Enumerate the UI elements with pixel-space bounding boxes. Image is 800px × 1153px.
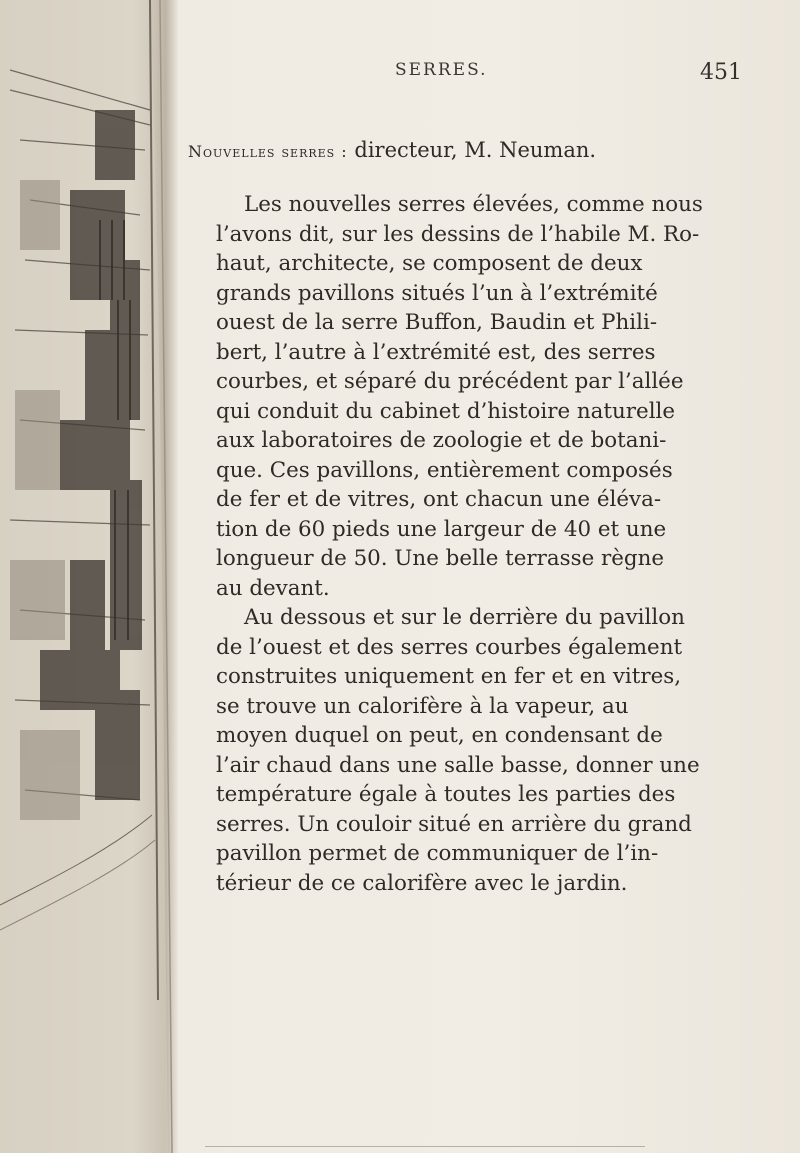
text-line: longueur de 50. Une belle terrasse règne [216,546,665,571]
text-line: l’air chaud dans une salle basse, donner une [216,752,700,778]
text-line: de l’ouest et des serres courbes également [216,634,683,660]
text-line: au devant. [216,575,330,601]
text-line: aux laboratoires de zoologie et de botani- [216,428,667,453]
page-bottom-rule [205,1146,645,1147]
text-line: pavillon permet de communiquer de l’in- [216,841,659,866]
text-line: Au dessous et sur le derrière du pavillon [244,605,685,630]
text-line: haut, architecte, se composent de deux [216,251,643,276]
text-line: courbes, et séparé du précédent par l’allée [216,369,684,394]
page-number: 451 [700,60,742,85]
text-line: bert, l’autre à l’extrémité est, des serres [216,339,656,365]
text-line: térieur de ce calorifère avec le jardin. [216,870,628,896]
section-heading [188,136,708,166]
text-line: serres. Un couloir situé en arrière du grand [216,811,692,837]
text-line: construites uniquement en fer et en vitres, [216,664,682,689]
text-line: température égale à toutes les parties des [216,782,676,807]
paragraph-2 [188,603,708,898]
text-line: que. Ces pavillons, entièrement composés [216,457,673,483]
section-heading-smallcaps: Nouvelles serres : [188,142,348,161]
text-line: grands pavillons situés l’un à l’extrémité [216,280,658,306]
engraving-fragment-image [0,0,178,1153]
section-heading-rest: directeur, M. Neuman. [347,138,597,162]
text-line: Les nouvelles serres élevées, comme nous [244,192,703,217]
facing-page-plate-edge [0,0,178,1153]
text-line: moyen duquel on peut, en condensant de [216,723,663,748]
running-head: SERRES. [395,60,488,80]
text-line: tion de 60 pieds une largeur de 40 et une [216,516,667,542]
text-line: se trouve un calorifère à la vapeur, au [216,693,629,719]
article-body [188,136,708,898]
text-line: ouest de la serre Buffon, Baudin et Phili- [216,310,658,335]
text-line: l’avons dit, sur les dessins de l’habile M. Ro- [216,221,700,247]
paragraph-1 [188,190,708,603]
text-line: de fer et de vitres, ont chacun une éléva- [216,487,662,512]
text-line: qui conduit du cabinet d’histoire naturelle [216,398,676,424]
